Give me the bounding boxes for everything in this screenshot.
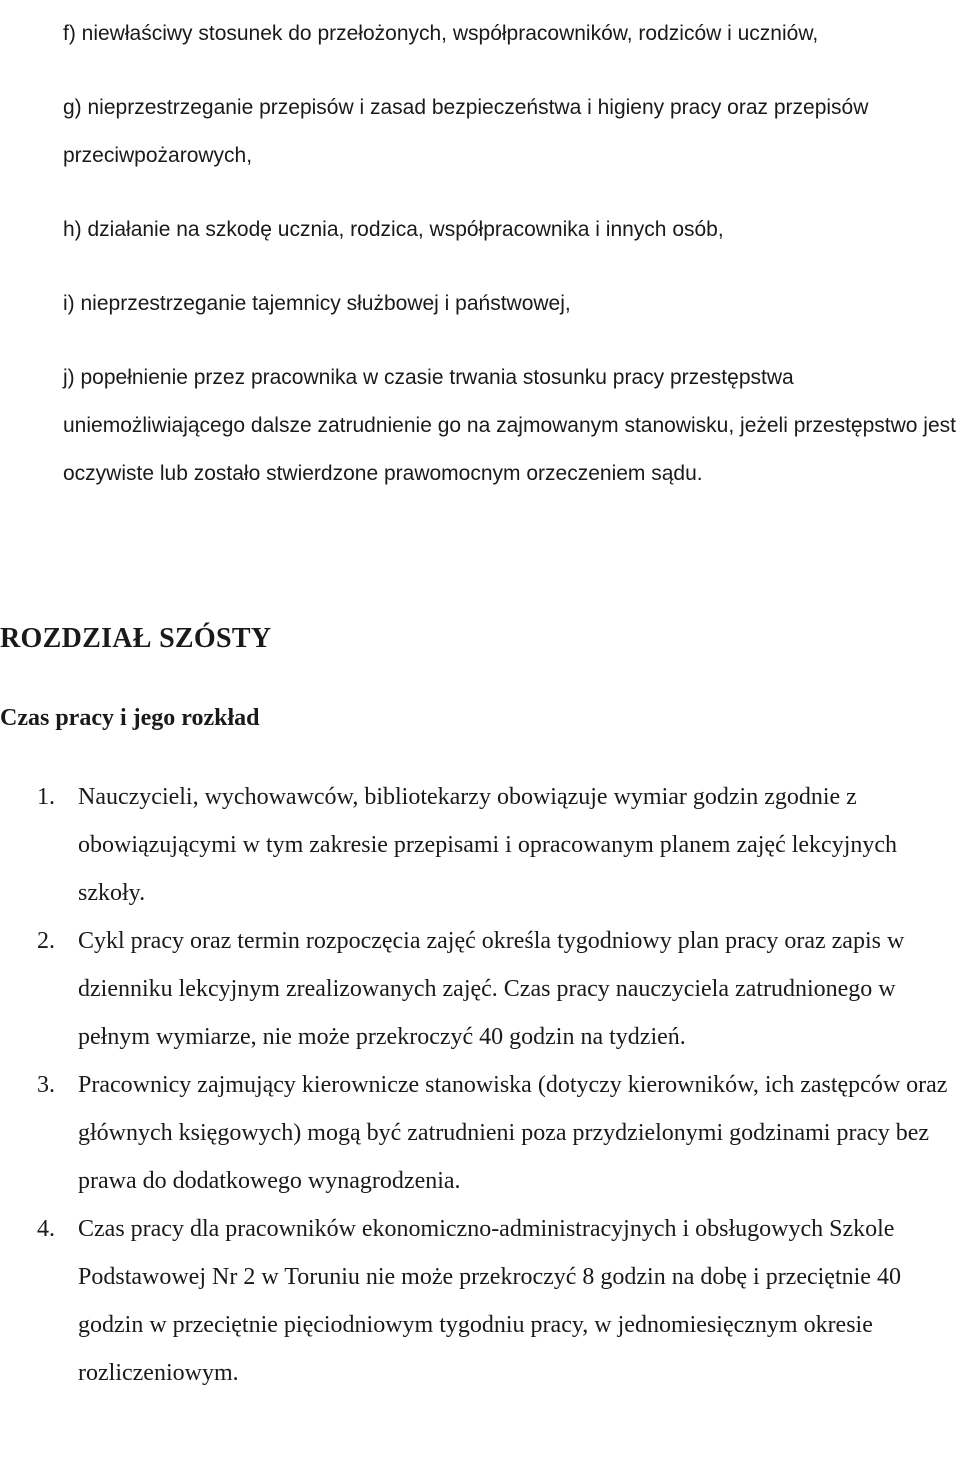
- numbered-list: [0, 773, 960, 1397]
- numbered-item-2: [0, 917, 960, 1061]
- item-number: 2.: [37, 928, 55, 954]
- list-item-i: i) nieprzestrzeganie tajemnicy służbowej i państwowej,: [63, 292, 571, 315]
- item-text: Czas pracy dla pracowników ekonomiczno-administracyjnych i obsługowych Szkole Podstawowej Nr 2 w Toruniu nie może przekroczyć 8 godzin na dobę i przeciętnie 40 godzin w przeciętnie pięciodniowym tygodniu pracy, w jednomiesięcznym okresie rozliczeniowym.: [78, 1216, 901, 1386]
- list-item-h: h) działanie na szkodę ucznia, rodzica, współpracownika i innych osób,: [63, 218, 724, 241]
- list-item-j: j) popełnienie przez pracownika w czasie trwania stosunku pracy przestępstwa uniemożliwiającego dalsze zatrudnienie go na zajmowanym stanowisku, jeżeli przestępstwo jest oczywiste lub zostało stwierdzone prawomocnym orzeczeniem sądu.: [63, 366, 956, 485]
- list-item-f: f) niewłaściwy stosunek do przełożonych, współpracowników, rodziców i uczniów,: [63, 22, 819, 45]
- item-number: 4.: [37, 1216, 55, 1242]
- item-number: 1.: [37, 784, 55, 810]
- item-text: Pracownicy zajmujący kierownicze stanowiska (dotyczy kierowników, ich zastępców oraz głównych księgowych) mogą być zatrudnieni poza przydzielonymi godzinami pracy bez prawa do dodatkowego wynagrodzenia.: [78, 1072, 948, 1194]
- numbered-item-4: [0, 1205, 960, 1397]
- numbered-item-3: [0, 1061, 960, 1205]
- item-text: Cykl pracy oraz termin rozpoczęcia zajęć określa tygodniowy plan pracy oraz zapis w dzienniku lekcyjnym zrealizowanych zajęć. Czas pracy nauczyciela zatrudnionego w pełnym wymiarze, nie może przekroczyć 40 godzin na tydzień.: [78, 928, 905, 1050]
- lettered-list: [63, 10, 958, 498]
- section-heading: Czas pracy i jego rozkład: [0, 705, 260, 731]
- numbered-item-1: [0, 773, 960, 917]
- item-number: 3.: [37, 1072, 55, 1098]
- list-item-g: g) nieprzestrzeganie przepisów i zasad bezpieczeństwa i higieny pracy oraz przepisów przeciwpożarowych,: [63, 96, 869, 167]
- item-text: Nauczycieli, wychowawców, bibliotekarzy obowiązuje wymiar godzin zgodnie z obowiązującymi w tym zakresie przepisami i opracowanym planem zajęć lekcyjnych szkoły.: [78, 784, 898, 906]
- chapter-heading: ROZDZIAŁ SZÓSTY: [0, 623, 272, 654]
